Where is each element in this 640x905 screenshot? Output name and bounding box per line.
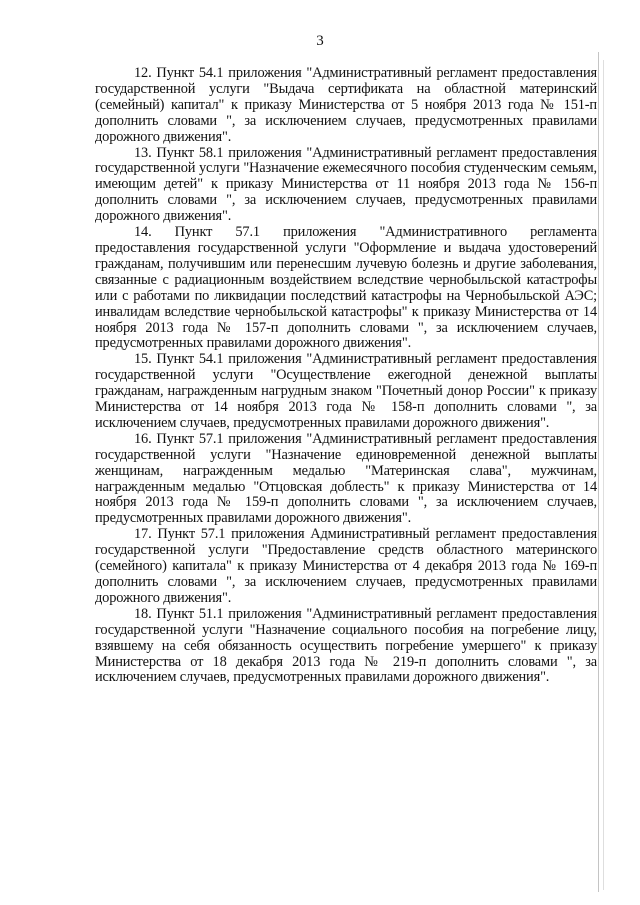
paragraph-item-17: 17. Пункт 57.1 приложения Административный регламент предоставления государственной услуги "Предоставление средств областного материнского (семейного) капитала" к приказу Министерства от 4 декабря 2013 года № 169-п дополнить словами ", за исключением случаев, предусмотренных правилами дорожного движения". xyxy=(95,526,597,606)
paragraph-item-13: 13. Пункт 58.1 приложения "Административный регламент предоставления государственной услуги "Назначение ежемесячного пособия студенческим семьям, имеющим детей" к приказу Министерства от 11 ноября 2013 года № 156-п дополнить словами ", за исключением случаев, предусмотренных правилами дорожного движения". xyxy=(95,144,597,225)
page-number: 3 xyxy=(316,33,324,49)
paragraph-item-14: 14. Пункт 57.1 приложения "Административного регламента предоставления государственной услуги "Оформление и выдача удостоверений гражданам, получившим или перенесшим лучевую болезнь и другие заболевания, связанные с радиационным воздействием вследствие чернобыльской катастрофы или с работами по ликвидации последствий катастрофы на Чернобыльской АЭС; инвалидам вследствие чернобыльской катастрофы" к приказу Министерства от 14 ноября 2013 года № 157-п дополнить словами ", за исключением случаев, предусмотренных правилами дорожного движения". xyxy=(95,224,597,352)
scan-edge-line xyxy=(603,60,604,890)
paragraph-item-15: 15. Пункт 54.1 приложения "Административный регламент предоставления государственной услуги "Осуществление ежегодной денежной выплаты гражданам, награжденным нагрудным знаком "Почетный донор России" к приказу Министерства от 14 ноября 2013 года № 158-п дополнить словами ", за исключением случаев, предусмотренных правилами дорожного движения". xyxy=(95,351,597,431)
scan-margin-line xyxy=(598,52,599,892)
paragraph-item-16: 16. Пункт 57.1 приложения "Административный регламент предоставления государственной услуги "Назначение единовременной денежной выплаты женщинам, награжденным медалью "Материнская слава", мужчинам, награжденным медалью "Отцовская доблесть" к приказу Министерства от 14 ноября 2013 года № 159-п дополнить словами ", за исключением случаев, предусмотренных правилами дорожного движения". xyxy=(95,430,597,527)
document-body xyxy=(95,66,597,686)
paragraph-item-18: 18. Пункт 51.1 приложения "Административный регламент предоставления государственной услуги "Назначение социального пособия на погребение лицу, взявшему на себя обязанность осуществить погребение умершего" к приказу Министерства от 18 декабря 2013 года № 219-п дополнить словами ", за исключением случаев, предусмотренных правилами дорожного движения". xyxy=(95,605,597,686)
paragraph-item-12: 12. Пункт 54.1 приложения "Административный регламент предоставления государственной услуги "Выдача сертификата на областной материнский (семейный) капитал" к приказу Министерства от 5 ноября 2013 года № 151-п дополнить словами ", за исключением случаев, предусмотренных правилами дорожного движения". xyxy=(95,65,597,145)
